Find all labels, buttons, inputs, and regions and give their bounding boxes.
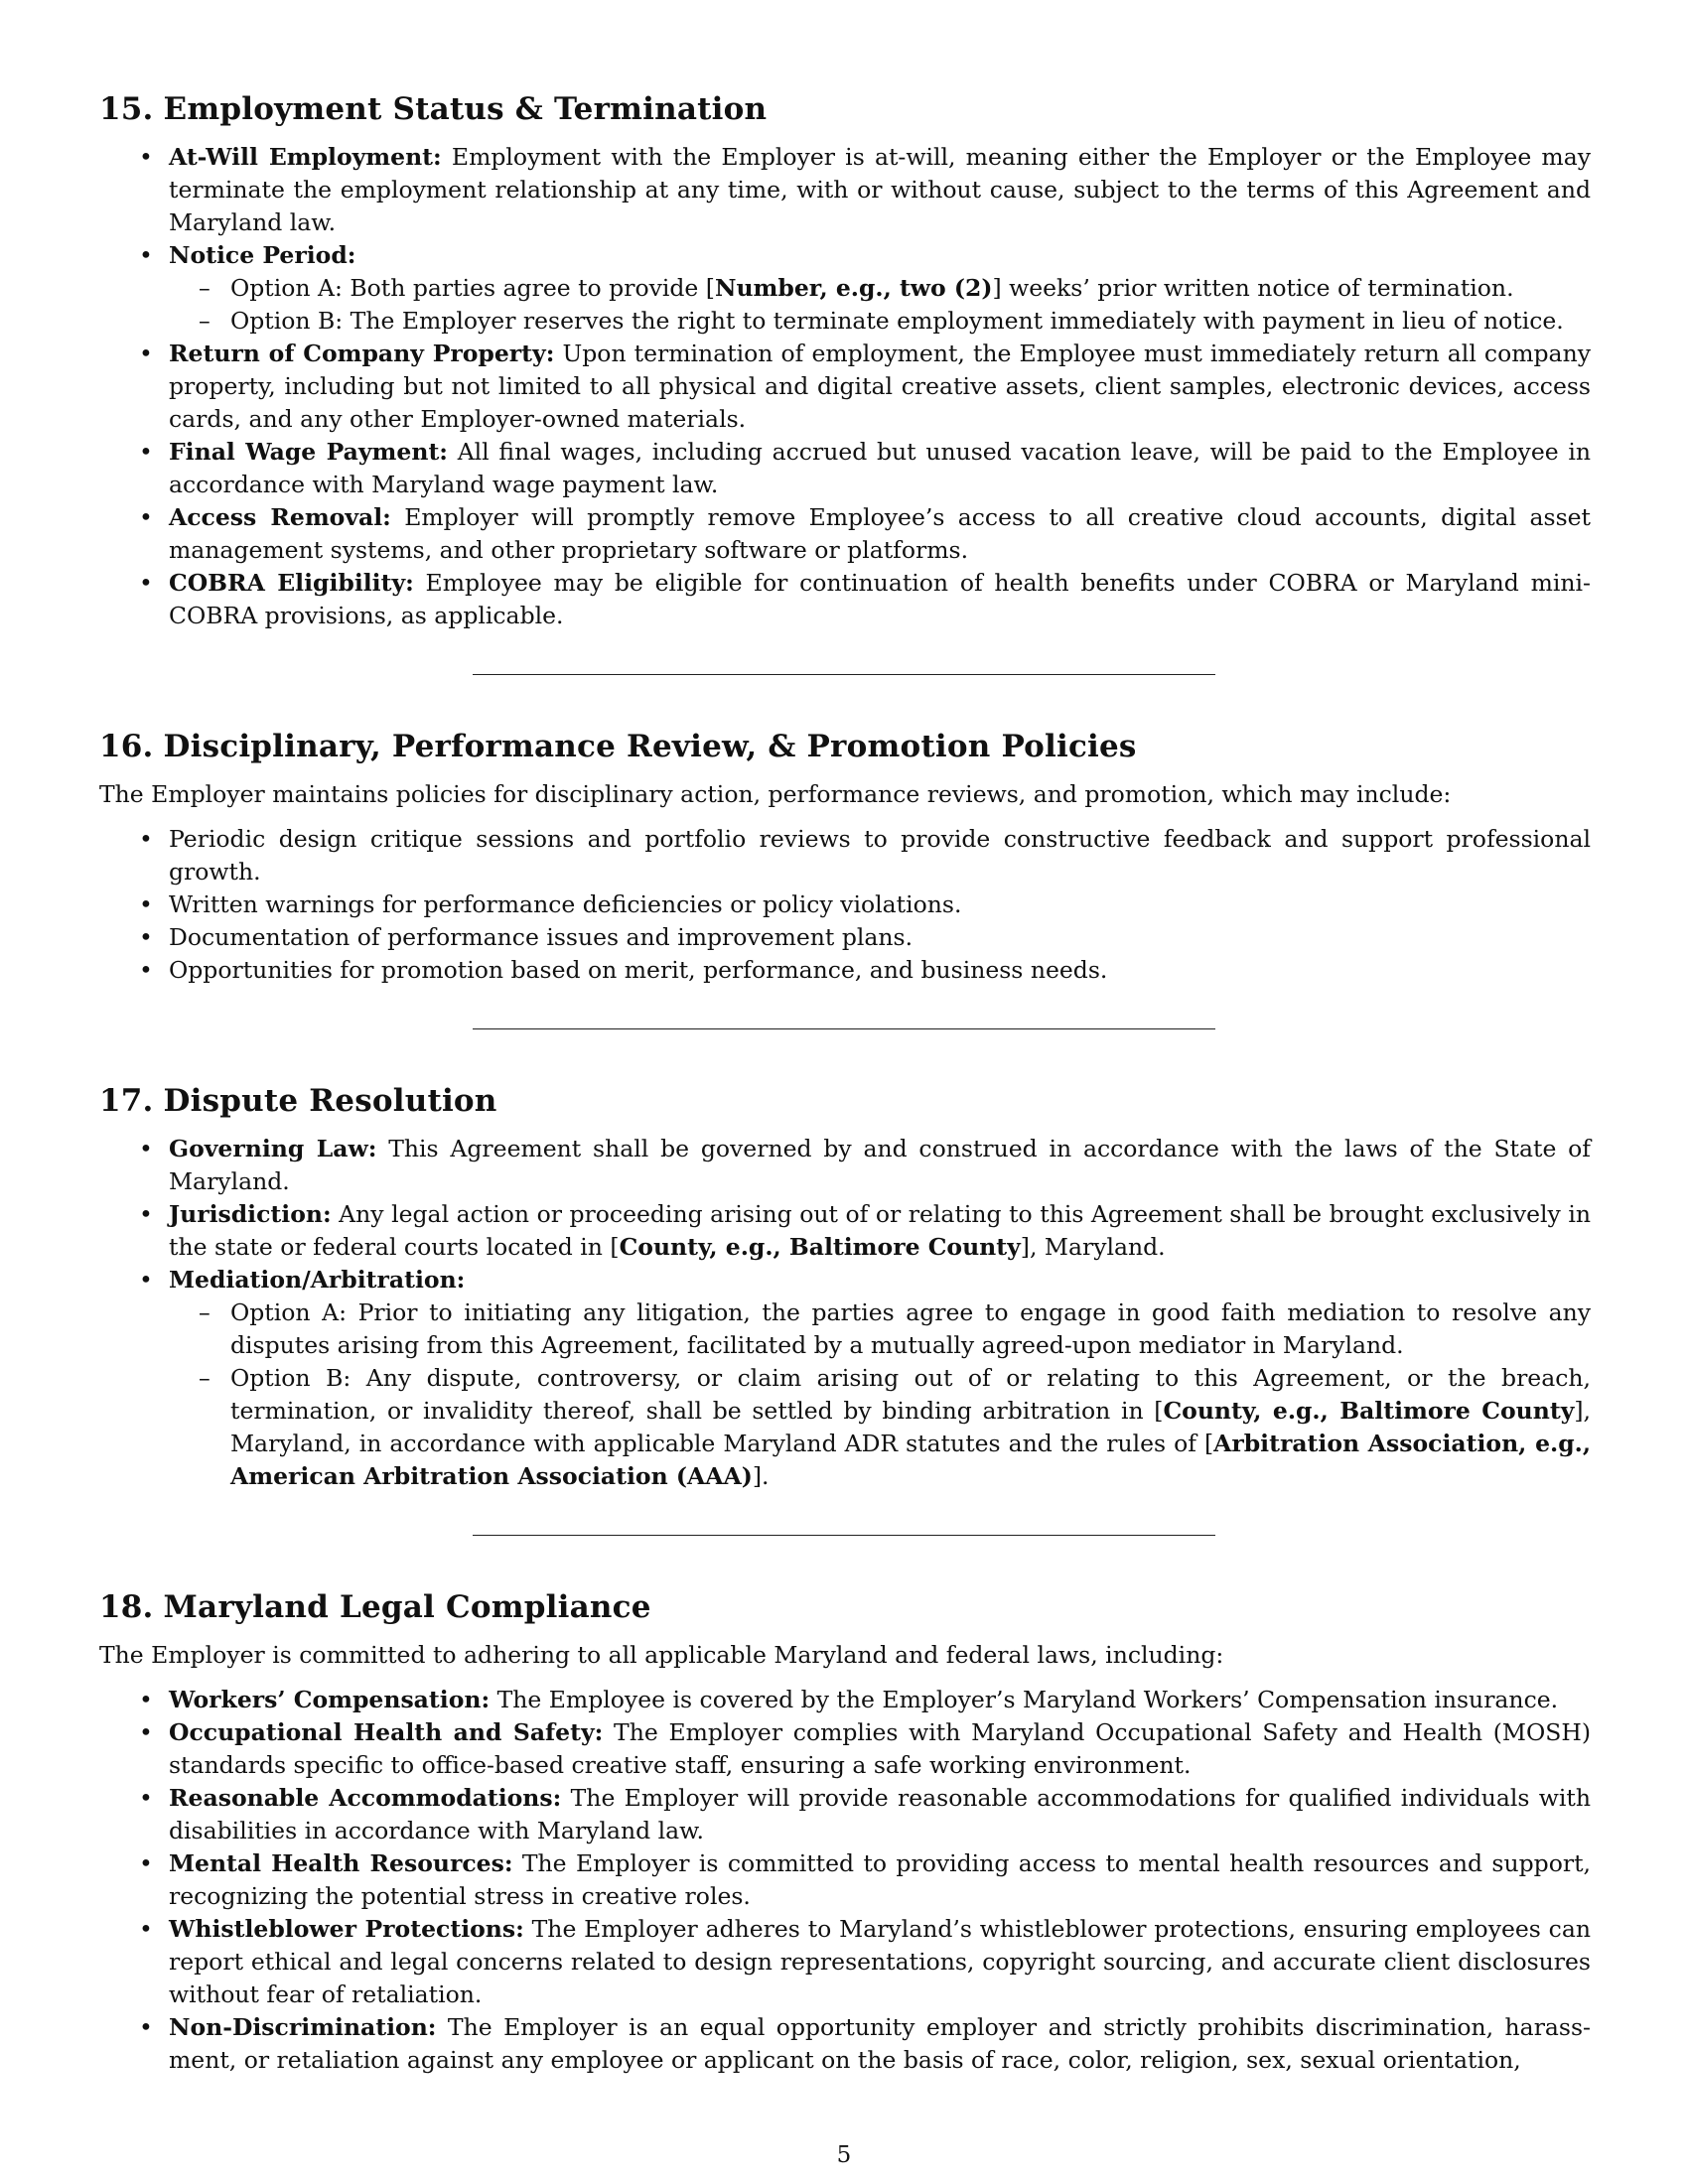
list-item: • Notice Period: – Option A: Both parties agree to provide [Number, e.g., two (2)] weeks’ prior written notice of termination. – Option B: The Employer reserves the right to terminate employment immediately with payment in lieu of notice. [99,239,1591,338]
section-title: Employment Status & Termination [163,91,768,127]
document-page [99,91,1591,2077]
list-item: • Written warnings for performance deficiencies or policy violations. [139,890,962,918]
list-item: • Periodic design critique sessions and portfolio reviews to provide constructive feedback and support professional growth. [139,825,1591,886]
section-17-list [99,1133,1591,1493]
option-item: – Option A: Prior to initiating any litigation, the parties agree to engage in good faith mediation to resolve any disputes arising from this Agreement, facilitated by a mutually agreed-upon mediator in Maryland. [199,1298,1591,1359]
list-item: • Whistleblower Protections: The Employer adheres to Maryland’s whistleblower protections, ensuring employees can report ethical and legal concerns related to design representations, copyright sourcing, and accurate client disclosures without fear of retaliation. [139,1915,1591,2008]
list-item: • At-Will Employment: Employment with the Employer is at-will, meaning either the Employer or the Employee may terminate the employment relationship at any time, with or without cause, subject to the terms of this Agreement and Maryland law. [139,143,1591,236]
list-item: • Documentation of performance issues and improvement plans. [139,923,914,951]
list-item: • Governing Law: This Agreement shall be governed by and construed in accordance with the laws of the State of Maryland. [139,1135,1591,1195]
option-item: – Option B: Any dispute, controversy, or claim arising out of or relating to this Agreement, or the breach, termination, or invalidity thereof, shall be settled by binding arbitration in [County, e.g., Baltimore County], Maryland, in accordance with applicable Maryland ADR statutes and the rules of [Arbitration Association, e.g., American Arbitration Association (AAA)]. [199,1364,1591,1490]
section-17-heading: 17. Dispute Resolution [99,1083,497,1119]
list-item: • Mental Health Resources: The Employer is committed to providing access to mental health resources and support, recognizing the potential stress in creative roles. [139,1849,1591,1910]
option-item: – Option B: The Employer reserves the right to terminate employment immediately with payment in lieu of notice. [199,307,1564,335]
list-item: • COBRA Eligibility: Employee may be eligible for continuation of health benefits under COBRA or Maryland mini-COBRA provisions, as applicable. [139,569,1591,629]
section-16-list [99,823,1591,987]
mediation-options [169,1297,1591,1493]
list-item: • Opportunities for promotion based on merit, performance, and business needs. [139,956,1108,984]
list-item: • Return of Company Property: Upon termination of employment, the Employee must immediately return all company property, including but not limited to all physical and digital creative assets, client samples, electronic devices, access cards, and any other Employer-owned materials. [139,340,1591,433]
section-intro: The Employer is committed to adhering to all applicable Maryland and federal laws, including: [99,1641,1224,1669]
section-18-list [99,1684,1591,2077]
list-item: • Final Wage Payment: All final wages, including accrued but unused vacation leave, will be paid to the Employee in accordance with Maryland wage payment law. [139,438,1591,498]
list-item: • Workers’ Compensation: The Employee is covered by the Employer’s Maryland Workers’ Compensation insurance. [139,1686,1559,1713]
section-15-list [99,141,1591,632]
list-item: • Occupational Health and Safety: The Employer complies with Maryland Occupational Safety and Health (MOSH) standards specific to office-based creative staff, ensuring a safe working environment. [139,1718,1591,1779]
list-item: • Mediation/Arbitration: – Option A: Prior to initiating any litigation, the parties agree to engage in good faith mediation to resolve any disputes arising from this Agreement, facilitated by a mutually agreed-upon mediator in Maryland. – Option B: Any dispute, controversy, or claim arising out of or relating to this Agreement, or the breach, termination, or invalidity thereof, shall be settled by binding arbitration in [County, e.g., Baltimore County], Maryland, in accordance with applicable Maryland ADR statutes and the rules of [Arbitration Association, e.g., American Arbitration Association (AAA)]. [99,1264,1591,1493]
section-16-heading: 16. Disciplinary, Performance Review, & Promotion Policies [99,729,1137,764]
option-item: – Option A: Both parties agree to provide [Number, e.g., two (2)] weeks’ prior written notice of termination. [199,274,1514,302]
section-15-heading [99,91,1591,127]
list-item: • Access Removal: Employer will promptly remove Employee’s access to all creative cloud accounts, digital asset management systems, and other proprietary software or platforms. [139,503,1591,564]
section-number: 15. [99,91,154,127]
page-number: 5 [836,2142,852,2168]
section-divider [473,1028,1215,1029]
section-divider [473,674,1215,675]
list-item: • Jurisdiction: Any legal action or proceeding arising out of or relating to this Agreement shall be brought exclusively in the state or federal courts located in [County, e.g., Baltimore County], Maryland. [139,1200,1591,1261]
section-18-heading: 18. Maryland Legal Compliance [99,1589,651,1625]
list-item: • Reasonable Accommodations: The Employer will provide reasonable accommodations for qualified individuals with disabilities in accordance with Maryland law. [139,1784,1592,1844]
section-intro: The Employer maintains policies for disciplinary action, performance reviews, and promotion, which may include: [99,780,1452,808]
list-item: • Non-Discrimination: The Employer is an equal opportunity employer and strictly prohibits discrimination, harass-ment, or retaliation against any employee or applicant on the basis of race, color, religion, sex, sexual orientation, [139,2013,1591,2074]
notice-options [169,272,1591,338]
section-divider [473,1535,1215,1536]
